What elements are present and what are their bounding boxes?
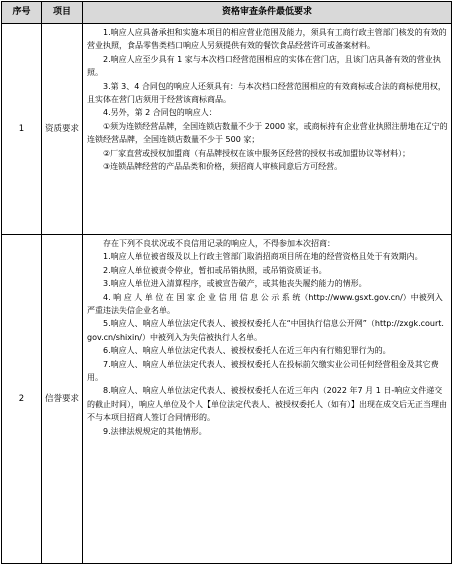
content-paragraph: ②厂家直营或授权加盟商（有品牌授权在该中服务区经营的授权书或加盟协议等材料）； [103,148,411,158]
row-number: 1 [2,24,42,235]
qualification-table [1,1,452,564]
header-item: 项目 [42,2,83,24]
row-item: 信誉要求 [42,235,83,564]
content-paragraph: 4.另外，第 2 合同包的响应人： [103,108,217,118]
content-paragraph: ③连锁品牌经营的产品品类和价格，须招商人审核同意后方可经营。 [103,162,343,172]
content-paragraph: 9.法律法规规定的其他情形。 [103,426,207,436]
table-row-credit [2,235,452,564]
content-paragraph: 2.响应人单位被责令停业，暂扣或吊销执照，或吊销资质证书。 [103,265,327,275]
content-paragraph: 1.响应人应具备承担和实施本项目的相应营业范围及能力，须具有工商行政主管部门核发的有效的营业执照，食品零售类档口响应人另须提供有效的餐饮食品经营许可或备案材料。 [87,28,447,51]
content-paragraph: 2.响应人应至少具有 1 家与本次档口经营范围相应的实体在营门店，且该门店具备有效的营业执照。 [87,54,441,78]
row-content [83,24,452,235]
content-paragraph: 6.响应人、响应人单位法定代表人、被授权委托人在近三年内有行贿犯罪行为的。 [103,346,391,356]
content-paragraph: 3.响应人单位进入清算程序，或被宣告破产，或其他丧失履约能力的情形。 [103,279,367,289]
row-content [83,235,452,564]
content-paragraph: ①须为连锁经营品牌，全国连锁店数量不少于 2000 家，或商标持有企业营业执照注册地在辽宁的连锁经营品牌，全国连锁店数量不少于 500 家； [87,121,448,145]
header-no: 序号 [2,2,42,24]
row-number: 2 [2,235,42,564]
content-paragraph: 5.响应人、响应人单位法定代表人、被授权委托人在“中国执行信息公开网”（http://zxgk.court.gov.cn/shixin/）中被列入为失信被执行人名单。 [87,319,444,342]
header-content: 资格审查条件最低要求 [83,2,452,24]
content-paragraph: 1.响应人单位被省级及以上行政主管部门取消招商项目所在地的经营资格且处于有效期内。 [103,252,423,262]
content-paragraph: 3.第 3、4 合同包的响应人还须具有：与本次档口经营范围相应的有效商标或合法的商标使用权，且实体在营门店须用于经营该商标商品。 [87,81,446,105]
content-paragraph: 8.响应人、响应人单位法定代表人、被授权委托人在近三年内（2022 年7 月 1 日-响应文件递交的截止时间），响应人单位及个人【单位法定代表人、被授权委托人（如有）】出现在成交后无正当理由不与本项目招商人签订合同情形的。 [87,386,447,423]
content-paragraph: 4. 响 应 人 单 位 在 国 家 企 业 信 用 信 息 公 示 系 统（http://www.gsxt.gov.cn/）中被列入严重违法失信企业名单。 [87,292,443,316]
content-paragraph: 存在下列不良状况或不良信用记录的响应人，不得参加本次招商： [103,239,335,248]
row-item: 资质要求 [42,24,83,235]
table-header-row [2,2,452,24]
table-row-qualification [2,24,452,235]
content-paragraph: 7.响应人、响应人单位法定代表人、被授权委托人在投标前欠缴实业公司任何经营租金及其它费用。 [87,359,439,383]
